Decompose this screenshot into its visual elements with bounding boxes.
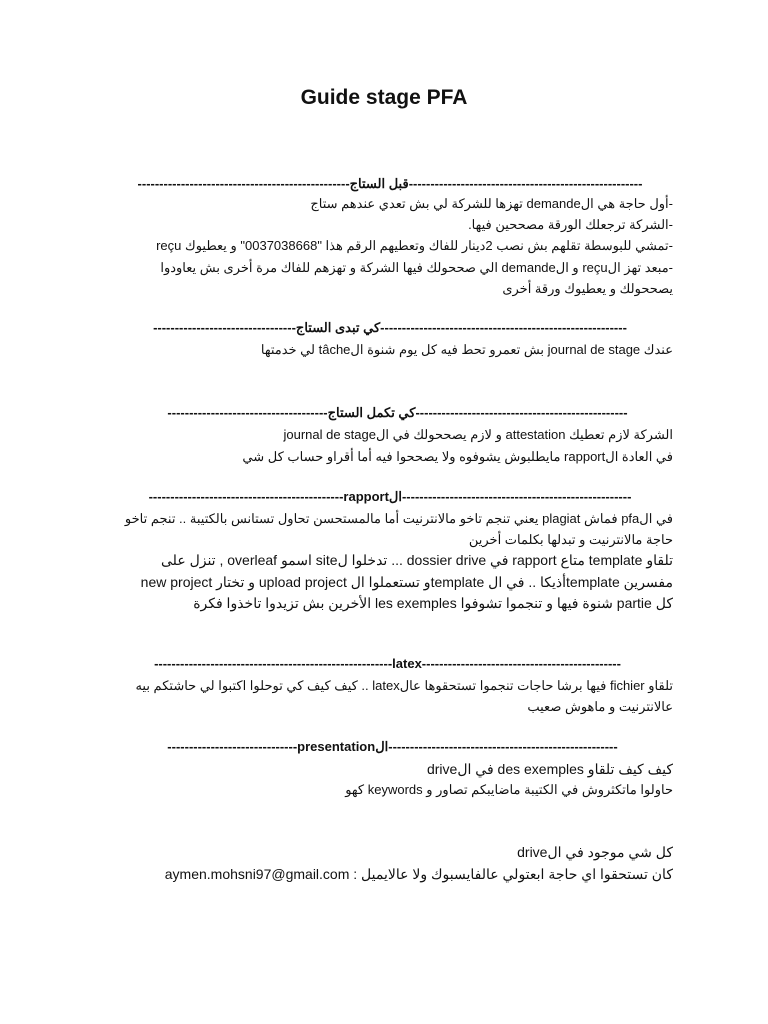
text-line: الشركة لازم تعطيك attestation و لازم يصححولك في الjournal de stage	[283, 427, 673, 442]
footer-drive-note: كل شي موجود في الdrive	[517, 844, 673, 860]
text-line: تلقاو fichier فيها برشا حاجات تنجموا تستحقوها عالlatex .. كيف كيف كي توحلوا اكتبوا لي حاشتكم بيه	[135, 678, 673, 693]
section-divider-before-internship: ------------------------------------------------------قبل الستاج-------------------------------------------------	[137, 176, 643, 191]
text-line: new project و تختار upload project و تستعملوا الtemplate أذيكا .. في الtemplate مفسرين	[140, 574, 673, 590]
text-line: في العادة الrapport مايطلبوش يشوفوه ولا يصححوا فيه أما أقراو حساب كل شي	[242, 449, 673, 464]
text-line: -أول حاجة هي الdemande تهزها للشركة لي بش تعدي عندهم ستاج	[310, 196, 673, 211]
text-line: -مبعد تهز الreçu و الdemande الي صححولك فيها الشركة و تهزهم للفاك مرة أخرى بش يعاودوا	[160, 260, 673, 275]
page-title: Guide stage PFA	[300, 86, 468, 109]
section-divider-rapport: -----------------------------------------------------الrapport---------------------------------------------	[148, 489, 632, 504]
text-line: عالانترنيت و ماهوش صعيب	[527, 699, 673, 714]
text-line: كيف كيف تلقاو des exemples في الdrive	[426, 761, 673, 777]
text-line: -الشركة ترجعلك الورقة مصححين فيها.	[468, 217, 673, 232]
section-divider-presentation: -----------------------------------------------------الpresentation------------------------------	[167, 739, 618, 754]
text-line: -تمشي للبوسطة تقلهم بش نصب 2دينار للفاك وتعطيهم الرقم هذا "0037038668" و يعطيوك reçu	[156, 238, 673, 253]
section-divider-latex: -------------------------------------------------------latex----------------------------------------------	[154, 656, 621, 671]
text-line: يصححولك و يعطيوك ورقة أخرى	[502, 281, 673, 296]
text-line: حاولوا ماتكثروش في الكتيبة ماضايبكم تصاور و keywords كهو	[345, 782, 673, 797]
text-line: حاجة مالانترنيت و تبدلها بكلمات أخرين	[468, 532, 673, 547]
text-line: كل partie شنوة فيها و تنجموا تشوفوا les exemples الأخرين بش تزيدوا تاخذوا فكرة	[193, 595, 673, 611]
footer-contact-email: كان تستحقوا اي حاجة ابعتولي عالفايسبوك ولا عالايميل : aymen.mohsni97@gmail.com	[164, 866, 673, 882]
section-divider-end-internship: -------------------------------------------------كي تكمل الستاج-------------------------------------	[167, 405, 628, 420]
text-line: في الpfa فماش plagiat يعني تنجم تاخو مالانترنيت أما مالمستحسن تحاول تستانس بالكتيبة .. تنجم تاخو	[124, 511, 673, 526]
section-divider-start-internship: ---------------------------------------------------------كي تبدى الستاج---------------------------------	[153, 320, 627, 335]
text-line: تلقاو template متاع rapport في dossier drive ... تدخلوا لsite اسمو overleaf , تنزل على	[161, 552, 673, 568]
text-line: عندك journal de stage بش تعمرو تحط فيه كل يوم شنوة الtâche لي خدمتها	[260, 342, 673, 357]
